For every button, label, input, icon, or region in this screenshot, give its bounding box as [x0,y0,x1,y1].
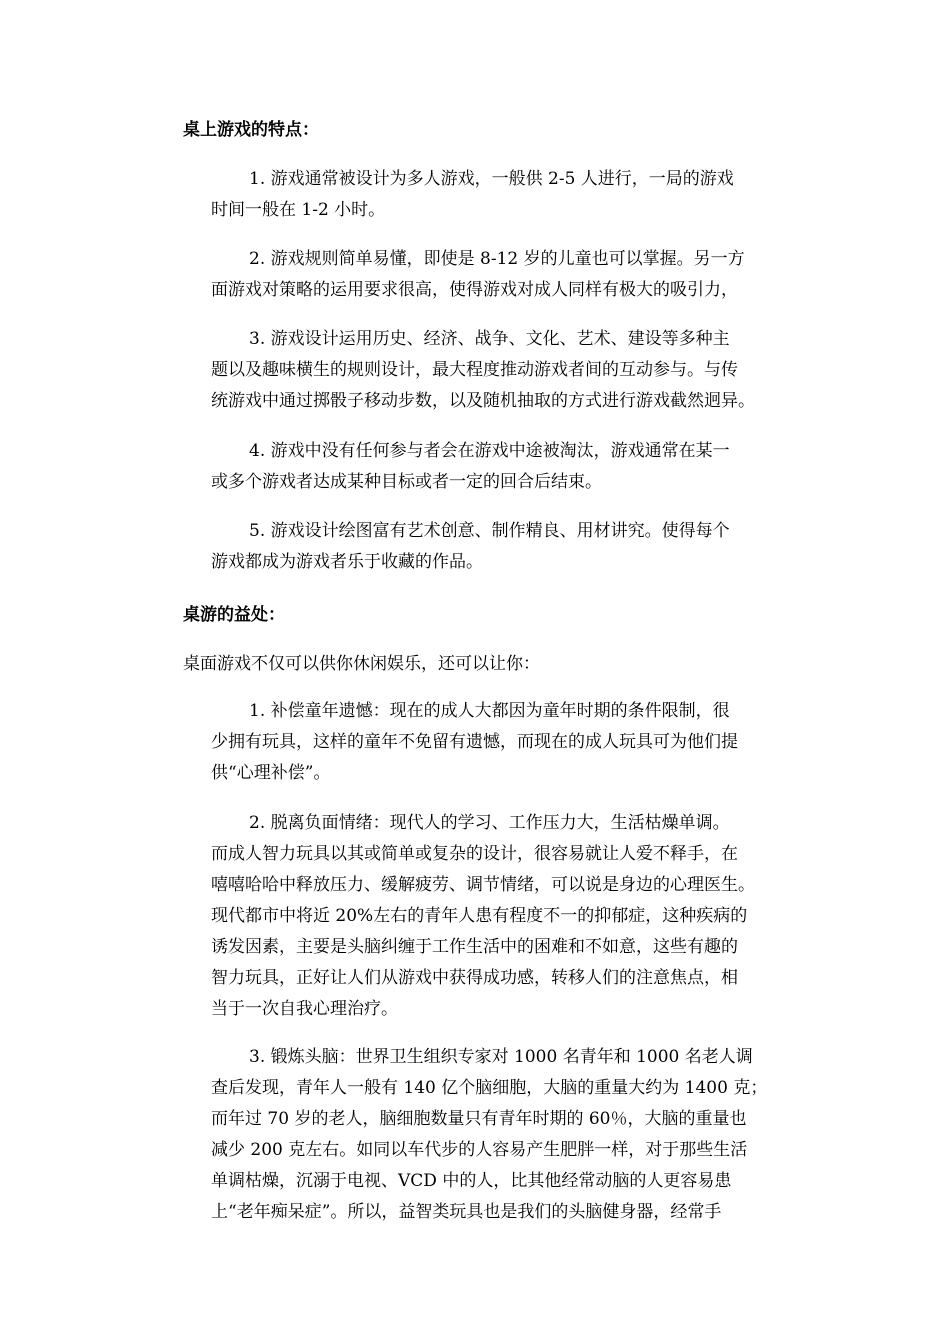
feature-item-3 [211,324,811,417]
item-line: 减少 200 克左右。如同以车代步的人容易产生肥胖一样，对于那些生活 [211,1140,748,1160]
item-line: 1. 游戏通常被设计为多人游戏，一般供 2-5 人进行，一局的游戏 [249,169,734,189]
item-line: 少拥有玩具，这样的童年不免留有遗憾，而现在的成人玩具可为他们提 [211,732,738,752]
item-line: 2. 脱离负面情绪：现代人的学习、工作压力大，生活枯燥单调。 [249,813,730,833]
item-line: 游戏都成为游戏者乐于收藏的作品。 [211,552,483,572]
item-line: 或多个游戏者达成某种目标或者一定的回合后结束。 [211,472,602,492]
item-line: 3. 锻炼头脑：世界卫生组织专家对 1000 名青年和 1000 名老人调 [249,1047,753,1067]
benefit-item-1 [211,696,811,789]
item-line: 诱发因素，主要是头脑纠缠于工作生活中的困难和不如意，这些有趣的 [211,937,738,957]
item-line: 1. 补偿童年遗憾：现在的成人大都因为童年时期的条件限制，很 [249,701,730,721]
feature-item-4 [211,436,811,498]
item-line: 3. 游戏设计运用历史、经济、战争、文化、艺术、建设等多种主 [249,329,730,349]
item-line: 时间一般在 1-2 小时。 [211,200,386,220]
item-line: 题以及趣味横生的规则设计，最大程度推动游戏者间的互动参与。与传 [211,360,738,380]
item-line: 面游戏对策略的运用要求很高，使得游戏对成人同样有极大的吸引力， [211,280,738,300]
item-line: 5. 游戏设计绘图富有艺术创意、制作精良、用材讲究。使得每个 [249,521,730,541]
item-line: 单调枯燥，沉溺于电视、VCD 中的人，比其他经常动脑的人更容易患 [211,1171,732,1191]
item-line: 嘻嘻哈哈中释放压力、缓解疲劳、调节情绪，可以说是身边的心理医生。 [211,875,755,895]
item-line: 上“老年痴呆症”。所以，益智类玩具也是我们的头脑健身器，经常手 [211,1202,722,1222]
section-heading-benefits: 桌游的益处： [183,605,285,625]
item-line: 当于一次自我心理治疗。 [211,999,398,1019]
item-line: 而年过 70 岁的老人，脑细胞数量只有青年时期的 60％，大脑的重量也 [211,1109,747,1129]
benefit-item-2 [211,808,811,1025]
item-line: 统游戏中通过掷骰子移动步数，以及随机抽取的方式进行游戏截然迥异。 [211,391,755,411]
item-line: 供“心理补偿”。 [211,763,331,783]
item-line: 而成人智力玩具以其或简单或复杂的设计，很容易就让人爱不释手，在 [211,844,738,864]
feature-item-5 [211,516,811,578]
item-line: 智力玩具，正好让人们从游戏中获得成功感，转移人们的注意焦点，相 [211,968,738,988]
feature-item-1 [211,164,811,226]
item-line: 现代都市中将近 20%左右的青年人患有程度不一的抑郁症，这种疾病的 [211,906,748,926]
section-heading-features: 桌上游戏的特点： [183,120,319,140]
feature-item-2 [211,244,811,306]
benefits-intro: 桌面游戏不仅可以供你休闲娱乐，还可以让你： [183,654,540,674]
item-line: 2. 游戏规则简单易懂，即使是 8-12 岁的儿童也可以掌握。另一方 [249,249,745,269]
item-line: 查后发现，青年人一般有 140 亿个脑细胞，大脑的重量大约为 1400 克； [211,1078,768,1098]
benefit-item-3 [211,1042,811,1228]
item-line: 4. 游戏中没有任何参与者会在游戏中途被淘汰，游戏通常在某一 [249,441,730,461]
